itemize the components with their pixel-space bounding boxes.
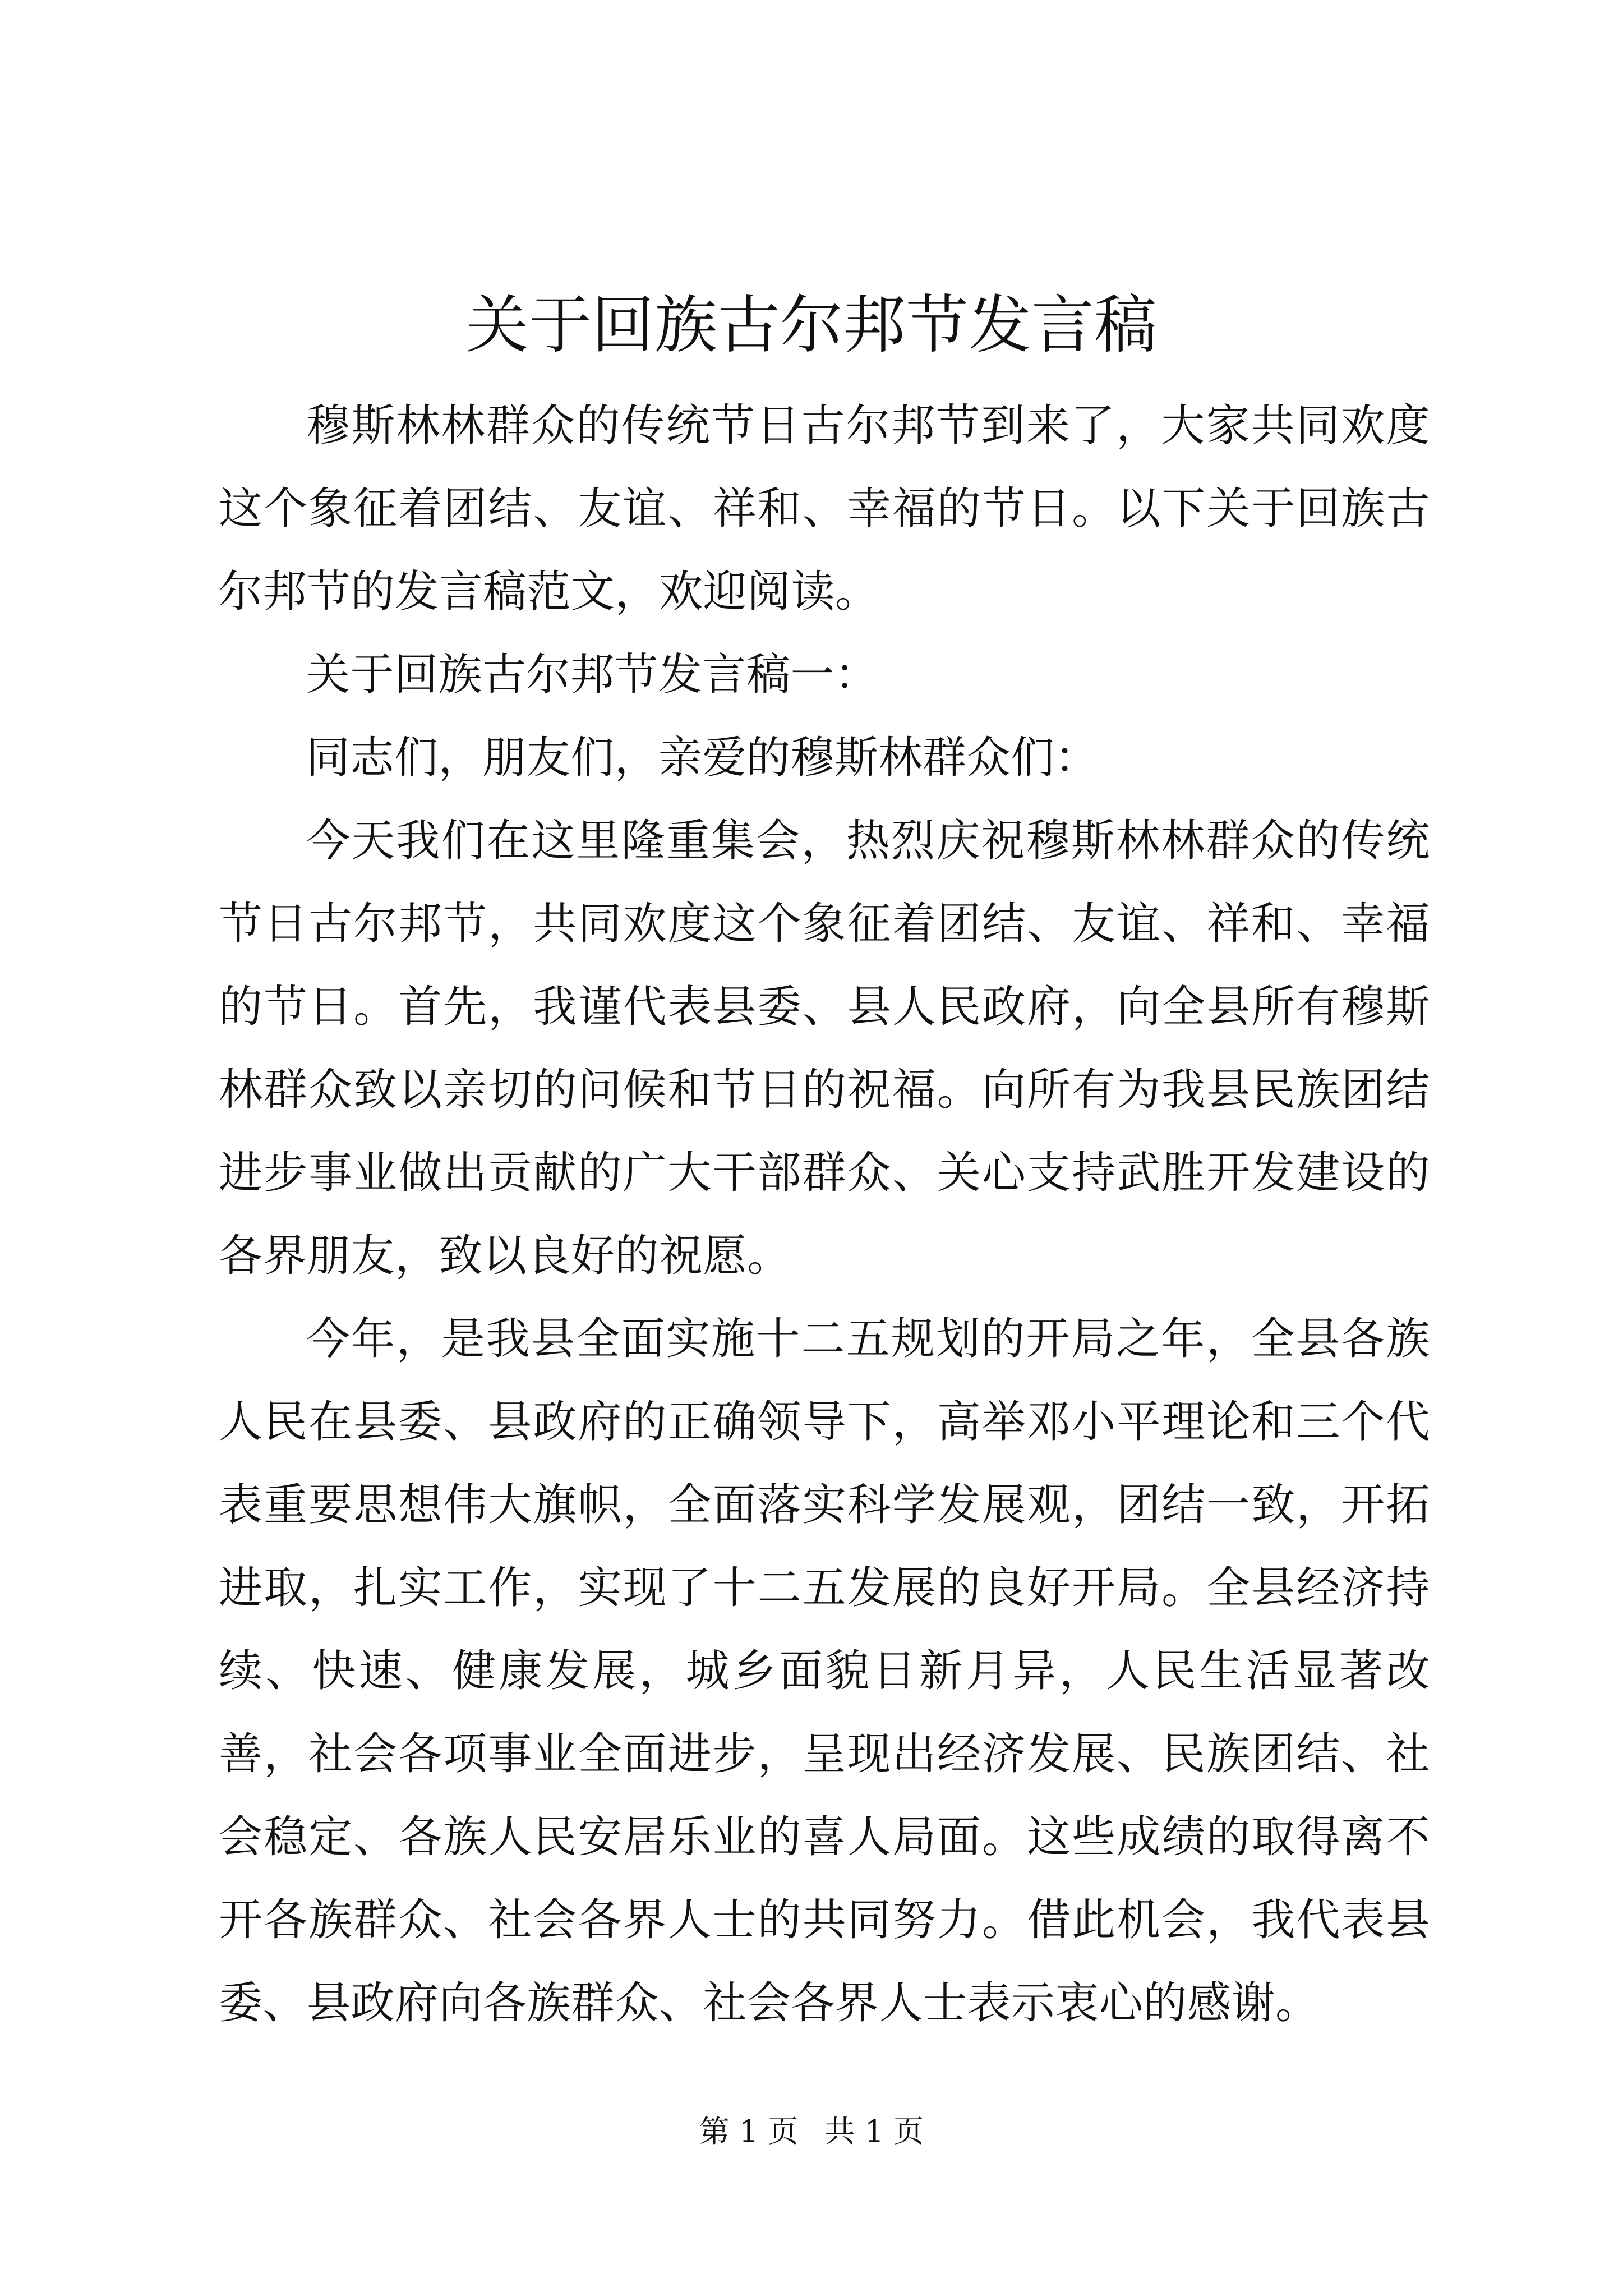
document-title: 关于回族古尔邦节发言稿 — [466, 289, 1157, 362]
paragraph-heading-one: 关于回族古尔邦节发言稿一： — [306, 650, 879, 700]
paragraph-achievements: 今年，是我县全面实施十二五规划的开局之年，全县各族人民在县委、县政府的正确领导下，高举邓小平理论和三个代表重要思想伟大旗帜，全面落实科学发展观，团结一致，开拓进取，扎实工作，实现了十二五发展的良好开局。全县经济持续、快速、健康发展，城乡面貌日新月异，人民生活显著改善，社会各项事业全面进步，呈现出经济发展、民族团结、社会稳定、各族人民安居乐业的喜人局面。这些成绩的取得离不开各族群众、社会各界人士的共同努力。借此机会，我代表县委、县政府向各族群众、社会各界人士表示衷心的感谢。 — [219, 1314, 1430, 2028]
page-number: 第 1 页 — [699, 2114, 799, 2149]
page-total: 共 1 页 — [824, 2114, 924, 2149]
page-footer — [0, 2112, 1623, 2151]
document-body — [219, 384, 1430, 2045]
paragraph-greeting: 今天我们在这里隆重集会，热烈庆祝穆斯林林群众的传统节日古尔邦节，共同欢度这个象征着团结、友谊、祥和、幸福的节日。首先，我谨代表县委、县人民政府，向全县所有穆斯林群众致以亲切的问候和节日的祝福。向所有为我县民族团结进步事业做出贡献的广大干部群众、关心支持武胜开发建设的各界朋友，致以良好的祝愿。 — [219, 816, 1430, 1281]
paragraph-intro: 穆斯林林群众的传统节日古尔邦节到来了，大家共同欢度这个象征着团结、友谊、祥和、幸福的节日。以下关于回族古尔邦节的发言稿范文，欢迎阅读。 — [219, 401, 1430, 617]
paragraph-salutation: 同志们，朋友们，亲爱的穆斯林群众们： — [306, 733, 1099, 783]
